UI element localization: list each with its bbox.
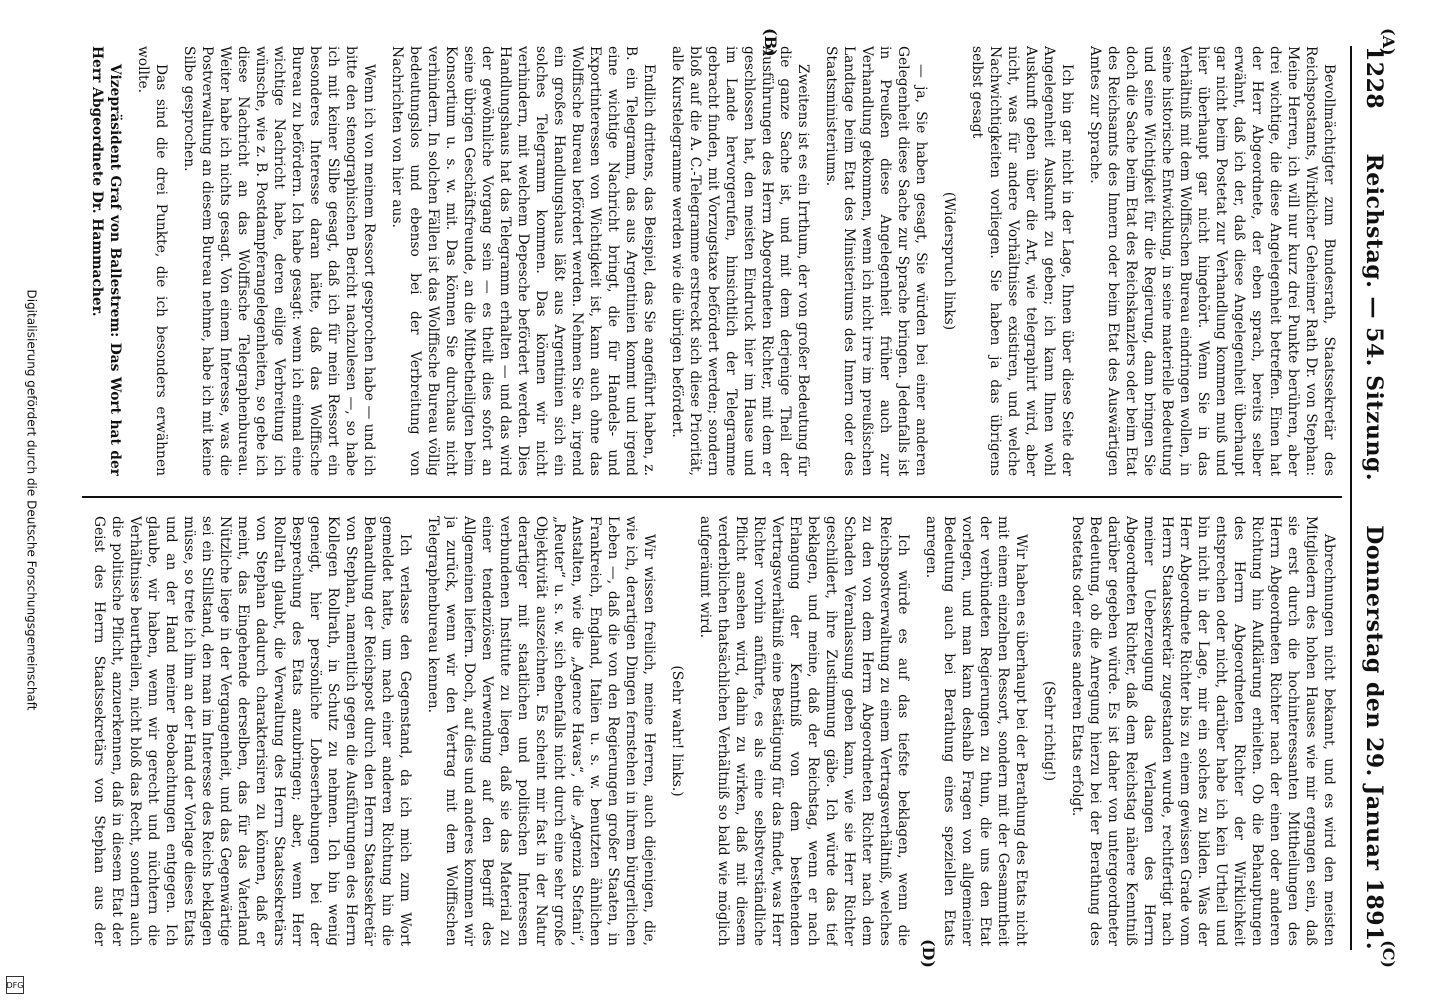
right-paragraph-4: Wir wissen freilich, meine Herren, auch diejenigen, die, wie ich, derartigen Dingen fernstehen in ihrem bürgerlichen Leben —, daß die von den Regierungen großer Staaten, in Frankreich, England, Italien u. s. w. benutzten ähnlichen Anstalten, wie die „Agence Havas“, die „Agenzia Stefani“, „Reuter“ u. s. w. sich ebenfalls nicht durch eine sehr große Objektivität auszeichnen. Es scheint mir fast in der Natur derartiger mit staatlichen und politischen Interessen verbundenen Institute zu liegen, daß sie das Material zu einer tendenziösen Verwendung auf den Begriff des Allgemeinen liefern. Doch, auf dies und anderes kommen wir ja zurück, wenn wir den Vertrag mit dem Wolffischen Telegraphenbureau kennen. <box>425 516 657 946</box>
left-speaker-2: Vizepräsident Graf von Ballestrem: Das Wort hat der Herr Abgeordnete Dr. Hammacher. <box>89 46 123 476</box>
document-page <box>72 28 1408 968</box>
dfg-logo-icon: DFG <box>6 976 24 994</box>
right-paragraph-2: Wir haben es überhaupt bei der Berathung des Etats nicht mit einem einzelnen Ressort, sondern mit der Gesammtheit der verbündeten Regierungen zu thun, die uns den Etat vorlegen, und man kann deshalb Fragen von allgemeiner Bedeutung auch bei Berathung eines speziellen Etats anregen. <box>923 516 1029 946</box>
left-paragraph-1: Bevollmächtigter zum Bundesrath, Staatssekretär des Reichspostamts, Wirklicher Geheimer Rath Dr. von Stephan: Meine Herren, ich will nur kurz drei Punkte berühren, aber drei wichtige, die diese Angelegenheit betreffen. Einen hat der Herr Abgeordnete, der eben sprach, bereits selber erwähnt, daß ich der, daß diese Angelegenheit überhaupt gar nicht beim Postetat zur Verhandlung kommen muß und hier überhaupt gar nicht hingehört. Wenn Sie in das Verhältniß mit dem Wolffischen Bureau eindringen wollen, in seine historische Entwicklung, in seine materielle Bedeutung und seine Wichtigkeit für die Regierung, dann bringen Sie doch die Sache beim Etat des Reichskanzlers oder beim Etat des Reichsamts des Innern oder beim Etat des Auswärtigen Amtes zur Sprache. <box>1087 46 1337 476</box>
right-paragraph-5: Ich verlasse den Gegenstand, da ich mich zum Wort gemeldet hatte, um nach einer anderen Richtung hin die Behandlung der Reichspost durch den Herrn Staatssekretär von Stephan, namentlich gegen die Ausführungen des Herrn Kollegen Rollrath, in Schutz zu nehmen. Ich bin wenig geneigt, hier persönliche Lobeserhebungen bei der Besprechung des Etats anzubringen; aber, wenn Herr Rollrath glaubt, die Verwaltung des Herrn Staatssekretärs von Stephan dadurch charakterisiren zu können, daß er meint, das Eingehende derselben, das für das Vaterland Nützliche liege in der Vergangenheit, und das Gegenwärtige sei ein Stillstand, den man im Interesse des Reichs beklagen müsse, so trete ich ihm an der Hand der Vorlage dieses Etats und an der Hand meiner Beobachtungen entgegen. Ich glaube, wir haben, wenn wir gerecht und nüchtern die Verhältnisse beurtheilen, nicht bloß das Recht, sondern auch die politische Pflicht, anzuerkennen, daß in diesem Etat der Geist des Herrn Staatssekretärs von Stephan aus der <box>91 516 413 946</box>
page-number: 1228 <box>1361 46 1387 110</box>
left-column <box>88 46 1338 476</box>
marker-d: (D) <box>919 938 938 968</box>
left-paragraph-3: — ja, Sie haben gesagt, Sie würden bei einer anderen Gelegenheit diese Sache zur Sprache bringen. Jedenfalls ist in Preußen diese Angelegenheit früher auch zur Verhandlung gekommen, wenn ich nicht irre im preußischen Landtage beim Etat des Ministeriums des Innern oder des Staatsministeriums. <box>823 46 929 476</box>
session-date: Donnerstag den 29. Januar 1891. <box>1361 525 1387 950</box>
right-interjection-1: (Sehr richtig!) <box>1041 680 1057 782</box>
left-paragraph-5: Endlich drittens, das Beispiel, das Sie angeführt haben, z. B. ein Telegramm, das aus Argentinien kommt und irgend eine wichtige Nachricht bringt, die für Handels- und Exportinteressen von Wichtigkeit ist, kann auch ohne das Wolffische Bureau befördert werden. Nehmen Sie an, irgend ein großes Handlungshaus läßt aus Argentinien sich ein solches Telegramm kommen. Das können wir nicht verhindern, mit welchem Depesche befördert werden. Dies Handlungshaus hat das Telegramm erhalten — und das wird der gewöhnliche Vorgang sein — es theilt dies sofort an seine übrigen Geschäftsfreunde, an die Mitbetheiligten beim Konsortium u. s. w. mit. Das können Sie durchaus nicht verhindern. In solchen Fällen ist das Wolffische Bureau völlig bedeutungslos und ebenso bei der Verbreitung von Nachrichten von hier aus. <box>389 46 657 476</box>
marker-c: (C) <box>1379 940 1398 968</box>
left-paragraph-2: Ich bin gar nicht in der Lage, Ihnen über diese Seite der Angelegenheit Auskunft zu geben; ich kann Ihnen wohl Auskunft geben über die Art, wie telegraphirt wird, aber nicht, was für andere Vorhältnisse existiren, und welche Nachwichtigkeiten vorliegen. Sie haben ja das übrigens selbst gesagt <box>969 46 1075 476</box>
page-header <box>1350 46 1396 950</box>
right-column <box>88 516 1338 946</box>
side-strip <box>0 0 62 1000</box>
column-divider <box>82 496 1342 498</box>
left-interjection-1: (Widerspruch links) <box>941 191 957 331</box>
page-title: Reichstag. — 54. Sitzung. <box>1361 153 1387 482</box>
right-paragraph-3: Ich würde es auf das tiefste beklagen, wenn die Reichspostverwaltung zu einem Vertragsverhältniß, welches zu den von dem Herrn Abgeordneten Richter nach dem Schaden Veranlassung geben kann, wie sie Herr Richter geschildert, ihre Zustimmung gäbe. Ich würde das tief beklagen, und meine, daß der Reichstag, wenn er nach Erlangung der Kenntniß von dem bestehenden Vertragsverhältniß eine Bestätigung für das findet, was Herr Richter vorhin anführte, es als eine selbstverständliche Pflicht ansehen wird, dahin zu wirken, daß mit diesem verderblichen thatsächlichen Verhältniß so bald wie möglich aufgeräumt wird. <box>697 516 911 946</box>
left-paragraph-4: Zweitens ist es ein Irrthum, der von großer Bedeutung für die ganze Sache ist, und mit dem derjenige Theil der Ausführungen des Herrn Abgeordneten Richter, mit dem er geschlossen hat, den meisten Eindruck hier im Hause und im Lande hervorgerufen, hinsichtlich der Telegramme gebracht finden, mit Vorzugstaxe befördert werden; sondern bloß auf die A. C.-Telegramme erstreckt sich diese Priorität, alle Kurstelegramme werden wie die übrigen befördert. <box>669 46 811 476</box>
left-paragraph-7: Das sind die drei Punkte, die ich besonders erwähnen wollte. <box>135 46 169 476</box>
right-interjection-2: (Sehr wahr! links.) <box>669 665 685 797</box>
right-paragraph-1: Abrechnungen nicht bekannt, und es wird den meisten Mitgliedern des hohen Hauses wie mir ergangen sein, daß sie erst durch die hochinteressanten Mittheilungen des Herrn Abgeordneten Richter nach der einen oder anderen Richtung hin Aufklärung erhielten. Ob die Behauptungen des Herrn Abgeordneten Richter der Wirklichkeit entsprechen oder nicht, darüber habe ich kein Urtheil und bin nicht in der Lage, mir ein solches zu bilden. Was der Herr Abgeordnete Richter bis zu einem gewissen Grade vom Herrn Staatssekretär zugestanden wurde, rechtfertigt nach meiner Ueberzeugung das Verlangen des Herrn Abgeordneten Richter, daß dem Reichstag nähere Kenntniß darüber gegeben würde. Es ist daher von untergeordneter Bedeutung, ob die Anregung hierzu bei der Berathung des Postetats oder eines anderen Etats erfolgt. <box>1069 516 1337 946</box>
marker-b: (B) <box>761 28 780 57</box>
left-paragraph-6: Wenn ich von meinem Ressort gesprochen habe — und ich bitte den stenographischen Bericht nachzulesen —, so habe ich mit keiner Silbe gesagt, daß ich für mein Ressort ein besonderes Interesse daran hätte, daß das Wolffische Bureau zu befördern. Ich habe gesagt: wenn ich einmal eine wichtige Nachricht habe, deren eilige Verbreitung ich wünsche, wie z. B. Postdampferangelegenheiten, so gebe ich diese Nachricht an das Wolffische Telegraphenbureau. Weiter habe ich nichts gesagt. Von einem Interesse, was die Postverwaltung an diesem Bureau nehme, habe ich mit keine Silbe gesprochen. <box>181 46 377 476</box>
scan-sheet <box>72 28 1408 968</box>
digitization-credit: Digitalisierung gefördert durch die Deutsche Forschungsgemeinschaft <box>24 289 39 711</box>
marker-a: (A) <box>1379 28 1398 56</box>
